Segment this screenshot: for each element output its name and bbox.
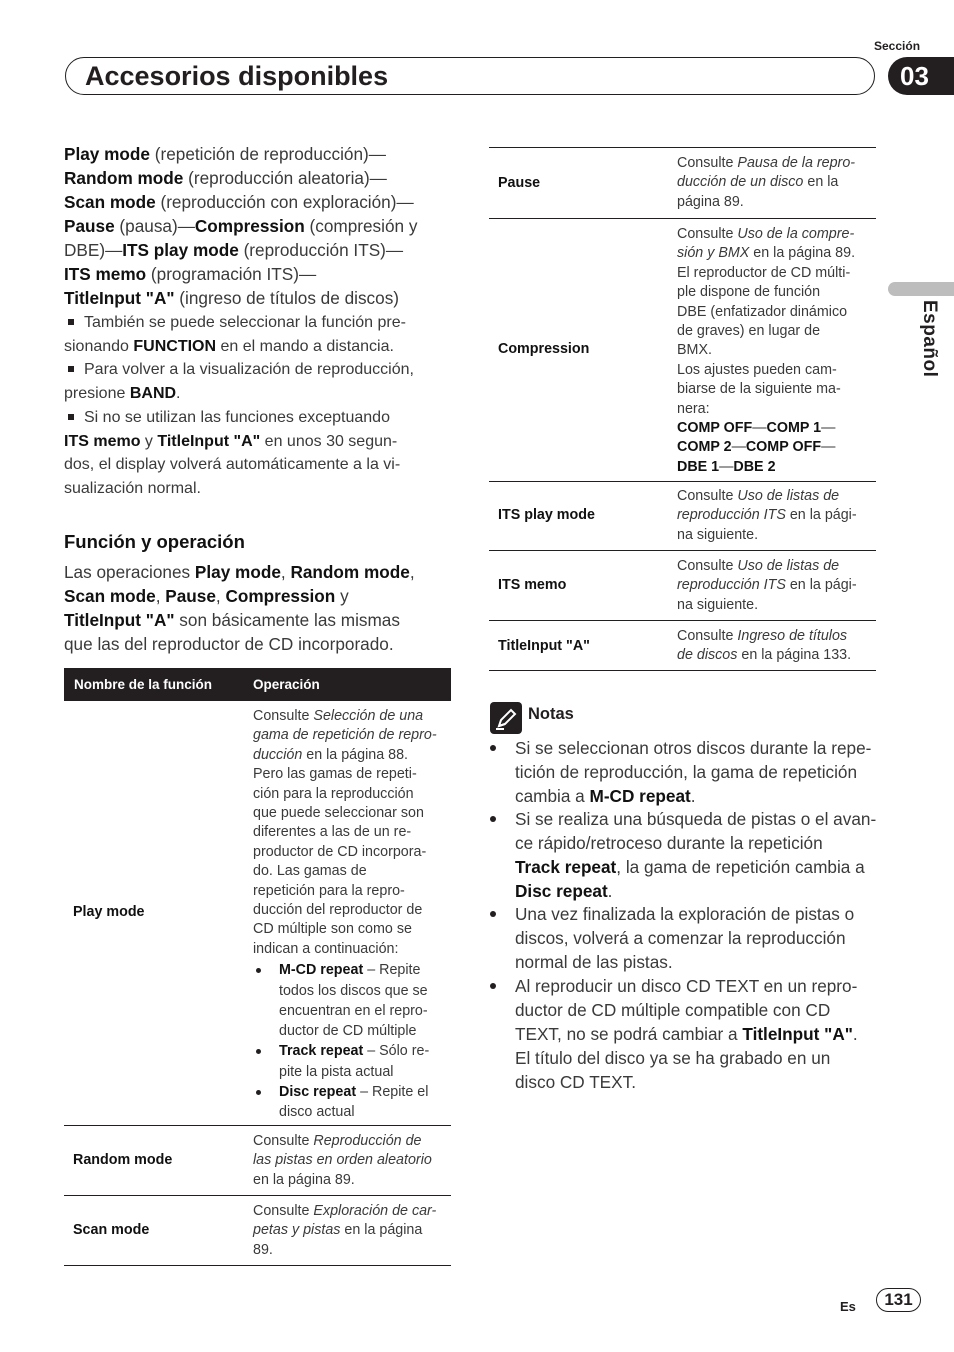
row-divider <box>64 1195 451 1196</box>
language-tab-bar <box>888 282 954 296</box>
row-op-play-mode: Consulte Selección de una gama de repetición de repro- ducción en la página 88. Pero las gamas de repeti- ción para la reproducción que puede seleccionar son diferentes a las de un re- productor de CD incorpora- do. Las gamas de repetición para la repro- ducción del reproductor de CD múltiple son como se indican a continuación: M-CD repeat – Repite todos los discos que se encuentran en el repro- ductor de CD múltiple Track repeat – Sólo re- pite la pista actual Disc repeat – Repite el disco actual <box>253 707 448 1123</box>
page-number: 131 <box>876 1288 921 1312</box>
dot-bullet-icon <box>256 968 261 973</box>
table-bottom-rule <box>64 1265 451 1266</box>
mode-line: Pause (pausa)—Compression (compresión y DBE)—ITS play mode (reproducción ITS)— <box>64 216 418 260</box>
bullet-band: Para volver a la visualización de reproducción, presione BAND. <box>64 361 414 402</box>
mode-line: Play mode (repetición de reproducción)— <box>64 144 386 164</box>
section-heading: Función y operación <box>64 531 245 552</box>
row-op-compression: Consulte Uso de la compre- sión y BMX en la página 89. El reproductor de CD múlti- ple dispone de función DBE (enfatizador dinámico de graves) en lugar de BMX. Los ajustes pueden cam- biarse de la siguiente ma- nera: COMP OFF—COMP 1— COMP 2—COMP OFF— DBE 1—DBE 2 <box>677 226 856 475</box>
note-item: Al reproducir un disco CD TEXT en un repro- ductor de CD múltiple compatible con CD TEXT, no se podrá cambiar a TitleInput "A". El título del disco ya se ha grabado en un disco CD TEXT. <box>515 976 858 1092</box>
table-header <box>64 668 451 701</box>
row-name-its-play-mode: ITS play mode <box>498 507 595 523</box>
bullet-timeout: Si no se utilizan las funciones exceptuando ITS memo y TitleInput "A" en unos 30 segun- dos, el display volverá automáticamente a la vi- sualización normal. <box>64 409 401 497</box>
column-header-operation: Operación <box>253 677 320 692</box>
row-name-pause: Pause <box>498 175 541 191</box>
mode-line: Random mode (reproducción aleatoria)— <box>64 168 387 188</box>
mode-line: TitleInput "A" (ingreso de títulos de discos) <box>64 288 400 308</box>
note-bullet-icon <box>490 911 496 917</box>
bullet-function: También se puede seleccionar la función pre- sionando FUNCTION en el mando a distancia. <box>64 314 406 355</box>
mode-list <box>64 142 454 310</box>
row-op-title-input: Consulte Ingreso de títulos de discos en la página 133. <box>677 628 852 664</box>
pencil-note-icon <box>490 702 522 734</box>
square-bullet-icon <box>68 319 74 325</box>
row-divider <box>489 218 876 219</box>
section-label: Sección <box>874 39 921 53</box>
square-bullet-icon <box>68 366 74 372</box>
note-item: Si se realiza una búsqueda de pistas o el avan- ce rápido/retroceso durante la repetición Track repeat, la gama de repetición cambia a Disc repeat. <box>515 809 877 901</box>
note-item: Si se seleccionan otros discos durante la repe- tición de reproducción, la gama de repetición cambia a M-CD repeat. <box>515 738 872 806</box>
notes-title: Notas <box>528 705 574 723</box>
note-bullet-icon <box>490 745 496 751</box>
row-name-title-input: TitleInput "A" <box>498 638 590 654</box>
footer-language: Es <box>840 1299 856 1314</box>
row-divider <box>489 481 876 482</box>
section-number-badge: 03 <box>888 57 954 95</box>
row-name-play-mode: Play mode <box>73 904 145 920</box>
row-divider <box>489 550 876 551</box>
row-divider <box>489 620 876 621</box>
row-name-its-memo: ITS memo <box>498 577 567 593</box>
row-divider <box>64 1125 451 1126</box>
language-tab-label: Español <box>919 300 940 378</box>
column-header-function: Nombre de la función <box>74 677 213 692</box>
note-bullet-icon <box>490 983 496 989</box>
dot-bullet-icon <box>256 1049 261 1054</box>
page-title: Accesorios disponibles <box>85 61 389 91</box>
row-op-its-play-mode: Consulte Uso de listas de reproducción ITS en la pági- na siguiente. <box>677 488 857 543</box>
note-bullet-icon <box>490 816 496 822</box>
sub-item-disc: Disc repeat – Repite el disco actual <box>253 1082 448 1123</box>
note-item: Una vez finalizada la exploración de pistas o discos, volverá a comenzar la reproducción normal de las pistas. <box>515 904 855 972</box>
row-name-random-mode: Random mode <box>73 1152 173 1168</box>
table-bottom-rule <box>489 670 876 671</box>
mode-line: ITS memo (programación ITS)— <box>64 264 317 284</box>
row-op-scan-mode: Consulte Exploración de car- petas y pistas en la página 89. <box>253 1203 437 1258</box>
sub-item-mcd: M-CD repeat – Repite todos los discos que se encuentran en el repro- ductor de CD múltiple <box>253 960 448 1041</box>
row-op-its-memo: Consulte Uso de listas de reproducción ITS en la pági- na siguiente. <box>677 558 857 613</box>
table-top-rule <box>489 147 876 148</box>
row-op-random-mode: Consulte Reproducción de las pistas en orden aleatorio en la página 89. <box>253 1133 432 1188</box>
row-op-pause: Consulte Pausa de la repro- ducción de un disco en la página 89. <box>677 155 856 210</box>
mode-line: Scan mode (reproducción con exploración)— <box>64 192 414 212</box>
square-bullet-icon <box>68 414 74 420</box>
row-name-scan-mode: Scan mode <box>73 1222 150 1238</box>
row-name-compression: Compression <box>498 341 590 357</box>
sub-item-track: Track repeat – Sólo re- pite la pista actual <box>253 1041 448 1082</box>
dot-bullet-icon <box>256 1090 261 1095</box>
section-paragraph: Las operaciones Play mode, Random mode, Scan mode, Pause, Compression y TitleInput "A" son básicamente las mismas que las del reproductor de CD incorporado. <box>64 562 415 654</box>
